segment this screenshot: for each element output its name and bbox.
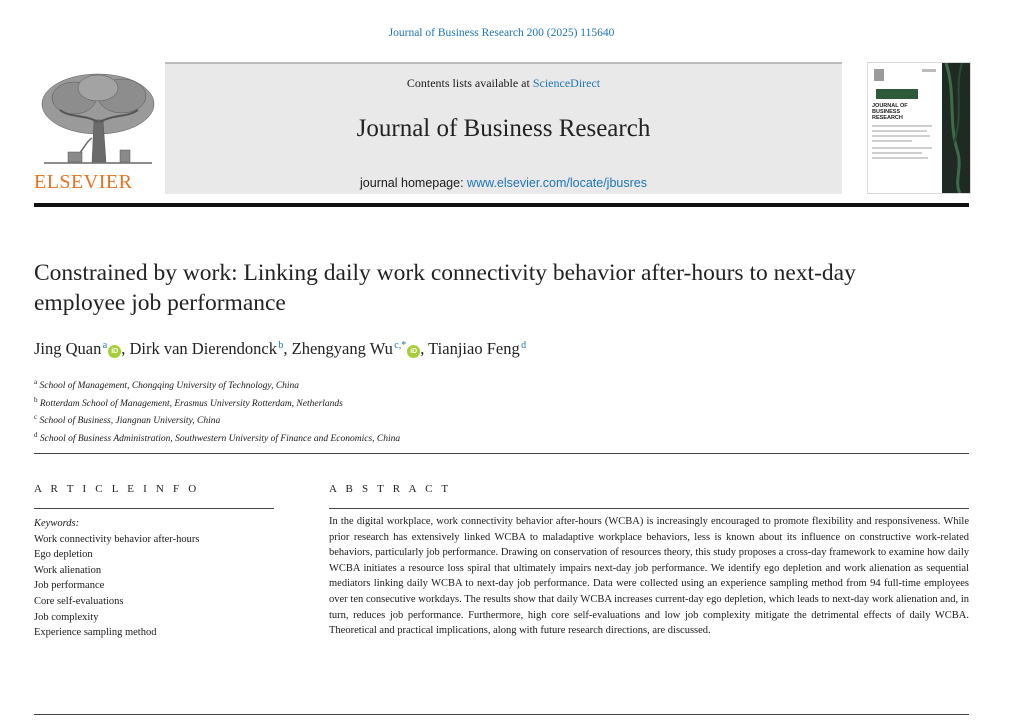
journal-title: Journal of Business Research <box>356 115 651 142</box>
keywords-block <box>34 516 199 641</box>
sciencedirect-link[interactable]: ScienceDirect <box>532 76 601 90</box>
affiliation-item: $^b$ Rotterdam School of Management, Erasmus University Rotterdam, Netherlands <box>34 395 343 409</box>
affiliation-item: $^a$ School of Management, Chongqing University of Technology, China <box>34 378 300 392</box>
author-list: Jing Quan $^a$iD , Dirk van Dierendonck $^b$, Zhengyang Wu $^{c,*}$iD , Tianjiao Feng $^d$ <box>34 339 527 358</box>
section-divider <box>34 453 969 454</box>
cover-image-strip <box>942 63 970 193</box>
keyword-item: Job complexity <box>34 611 99 623</box>
author-name[interactable]: Zhengyang Wu <box>291 339 393 358</box>
keyword-item: Experience sampling method <box>34 627 157 639</box>
author-name[interactable]: Jing Quan <box>34 339 102 358</box>
author-affil-sup[interactable]: d <box>521 340 527 351</box>
journal-citation[interactable]: Journal of Business Research 200 (2025) 115640 <box>388 27 615 39</box>
header-rule <box>34 203 969 207</box>
keyword-item: Job performance <box>34 580 105 592</box>
keyword-item: Ego depletion <box>34 549 93 561</box>
orcid-icon[interactable]: iD <box>108 345 121 358</box>
article-title: Constrained by work: Linking daily work connectivity behavior after-hours to next-day employee job performance <box>34 260 856 316</box>
author-affil-sup[interactable]: b <box>278 340 284 351</box>
keyword-item: Work connectivity behavior after-hours <box>34 533 200 545</box>
cover-logo-icon <box>872 67 944 107</box>
author-affil-sup[interactable]: c,* <box>394 340 407 351</box>
affiliation-item: $^c$ School of Business, Jiangnan University, China <box>34 413 221 427</box>
publisher-name[interactable]: ELSEVIER <box>34 171 133 193</box>
cover-title: JOURNAL OF BUSINESS RESEARCH <box>872 103 908 121</box>
author-affil-sup[interactable]: a <box>102 340 108 351</box>
abstract-rule <box>329 508 969 509</box>
homepage-prefix: journal homepage: <box>360 176 468 190</box>
journal-cover-thumbnail[interactable] <box>867 62 971 194</box>
homepage-link[interactable]: www.elsevier.com/locate/jbusres <box>467 176 647 190</box>
journal-header <box>165 62 842 194</box>
contents-line <box>165 76 842 91</box>
keyword-item: Core self-evaluations <box>34 595 124 607</box>
author-name[interactable]: Dirk van Dierendonck <box>129 339 278 358</box>
contents-prefix: Contents lists available at <box>406 76 533 90</box>
article-info-rule <box>34 508 274 509</box>
bottom-rule <box>34 714 969 715</box>
abstract-heading: A B S T R A C T <box>329 483 452 495</box>
author-name[interactable]: Tianjiao Feng <box>428 339 520 358</box>
keyword-item: Work alienation <box>34 564 102 576</box>
affiliation-item: $^d$ School of Business Administration, Southwestern University of Finance and Economics, China <box>34 430 401 445</box>
keywords-label: Keywords: <box>34 518 80 529</box>
cover-text-lines <box>872 125 942 185</box>
homepage-line <box>165 176 842 190</box>
abstract-text: In the digital workplace, work connectivity behavior after-hours (WCBA) is increasingly encouraged to promote flexibility and responsiveness. While prior research has extensively linked WCBA to maladaptive workplace behaviors, less is known about its influence on constructive work-related behaviors, particularly job performance. Drawing on conservation of resources theory, this study proposes a cross-day framework to examine how daily WCBA initiates a resource loss spiral that ultimately impairs next-day job performance. We identify ego depletion and work alienation as sequential mediators linking daily WCBA to next-day job performance. Data were collected using an experience sampling method from 94 full-time employees over ten consecutive workdays. The results show that daily WCBA increases current-day ego depletion, which leads to next-day work alienation and, in turn, reduces job performance. Furthermore, high core self-evaluations and low job complexity mitigate the detrimental effects of daily WCBA. Theoretical and practical implications, along with future research directions, are discussed. <box>329 516 969 637</box>
affiliation-list <box>34 376 400 447</box>
orcid-icon[interactable]: iD <box>407 345 420 358</box>
article-info-heading: A R T I C L E I N F O <box>34 483 200 495</box>
